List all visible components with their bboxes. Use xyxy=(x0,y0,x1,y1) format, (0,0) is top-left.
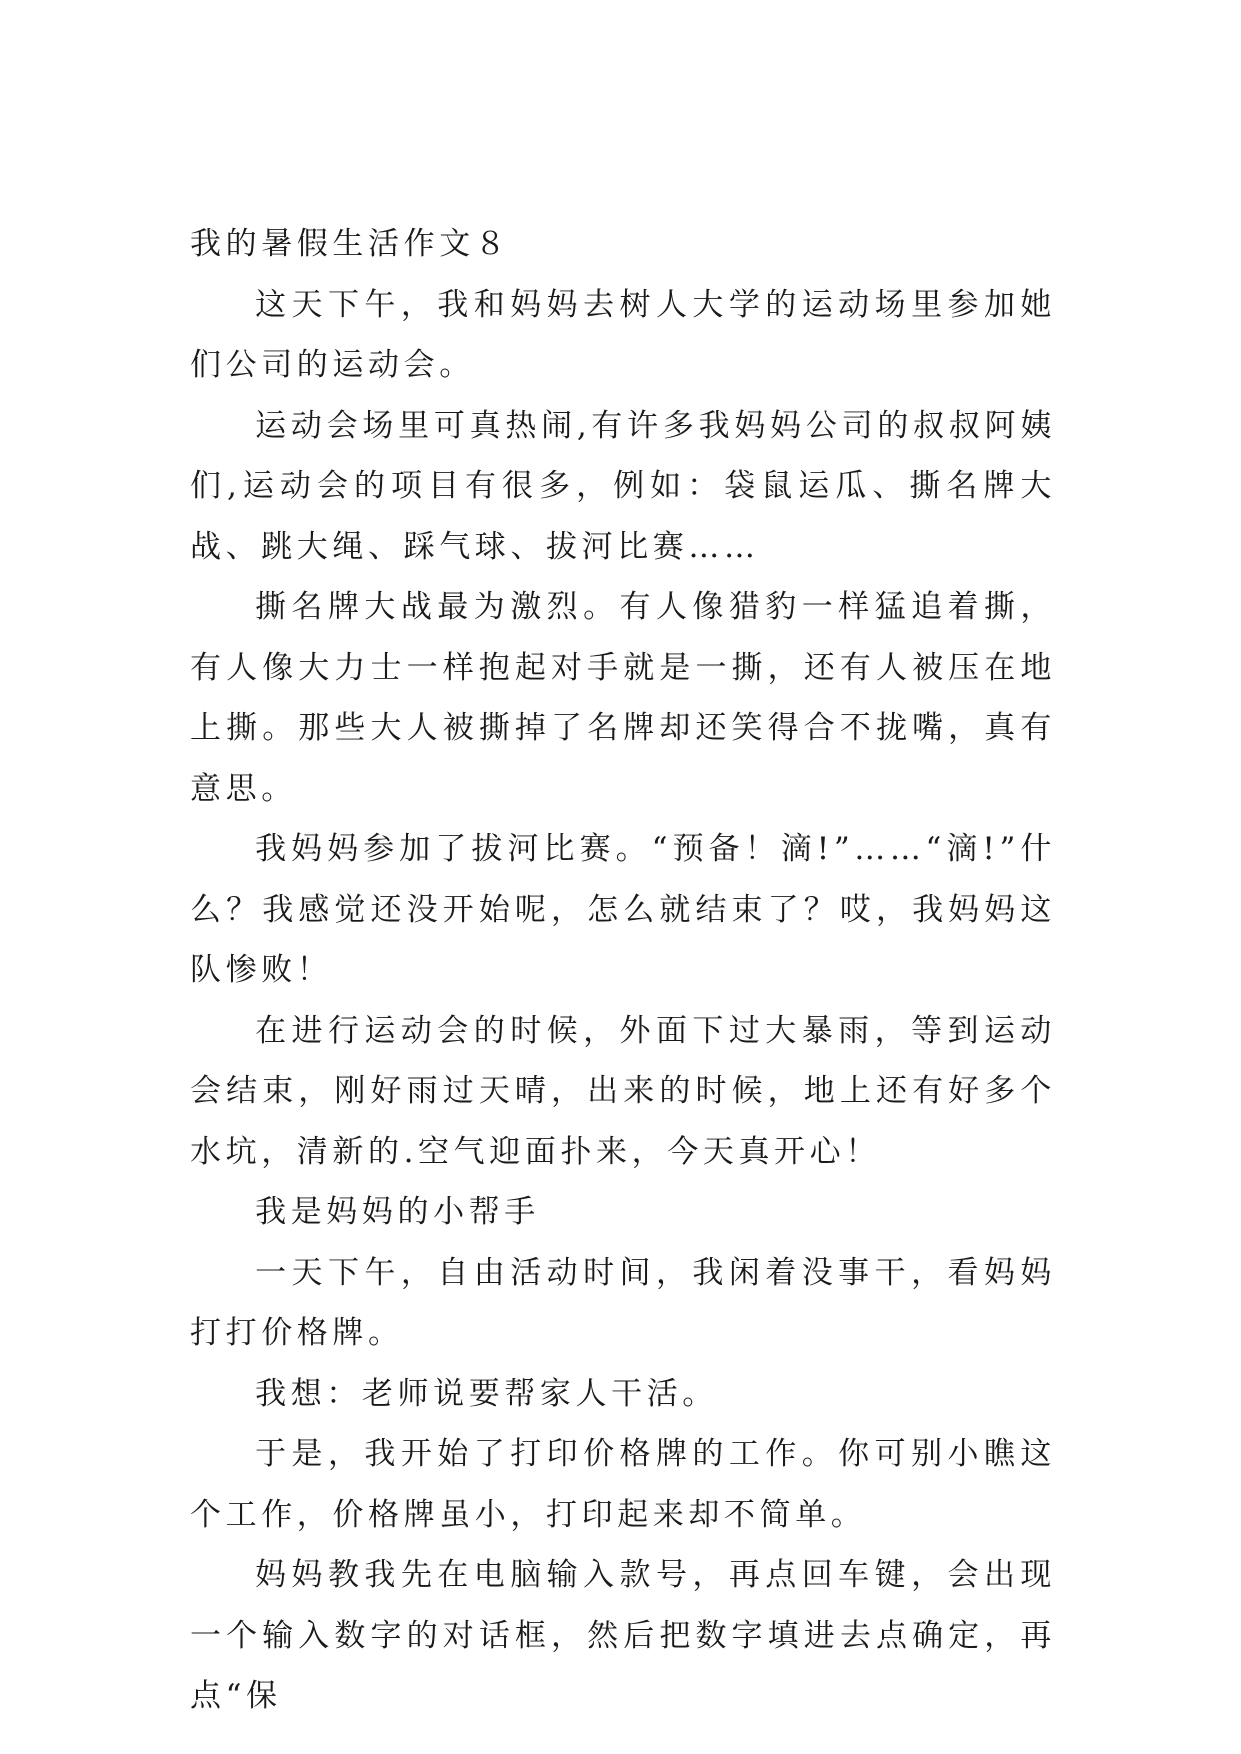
paragraph: 撕名牌大战最为激烈。有人像猎豹一样猛追着撕，有人像大力士一样抱起对手就是一撕，还有人被压在地上撕。那些大人被撕掉了名牌却还笑得合不拢嘴，真有意思。 xyxy=(190,589,1056,807)
paragraph: 一天下午，自由活动时间，我闲着没事干，看妈妈打打价格牌。 xyxy=(190,1254,1056,1351)
paragraph: 运动会场里可真热闹,有许多我妈妈公司的叔叔阿姨们,运动会的项目有很多，例如：袋鼠运瓜、撕名牌大战、跳大绳、踩气球、拔河比赛…… xyxy=(190,407,1056,565)
paragraph: 我想：老师说要帮家人干活。 xyxy=(255,1375,718,1412)
document-title: 我的暑假生活作文８ xyxy=(190,226,511,262)
paragraph: 这天下午，我和妈妈去树人大学的运动场里参加她们公司的运动会。 xyxy=(190,286,1056,383)
section-heading: 我是妈妈的小帮手 xyxy=(255,1194,540,1230)
paragraph: 于是，我开始了打印价格牌的工作。你可别小瞧这个工作，价格牌虽小，打印起来却不简单。 xyxy=(190,1436,1056,1533)
paragraph: 我妈妈参加了拔河比赛。“预备！滴!”……“滴!”什么？我感觉还没开始呢，怎么就结束了？哎，我妈妈这队惨败！ xyxy=(190,831,1056,988)
document-body xyxy=(190,214,1056,1727)
paragraph: 妈妈教我先在电脑输入款号，再点回车键，会出现一个输入数字的对话框，然后把数字填进去点确定，再点“保 xyxy=(190,1557,1056,1714)
paragraph: 在进行运动会的时候，外面下过大暴雨，等到运动会结束，刚好雨过天晴，出来的时候，地上还有好多个水坑，清新的.空气迎面扑来，今天真开心！ xyxy=(190,1012,1056,1170)
